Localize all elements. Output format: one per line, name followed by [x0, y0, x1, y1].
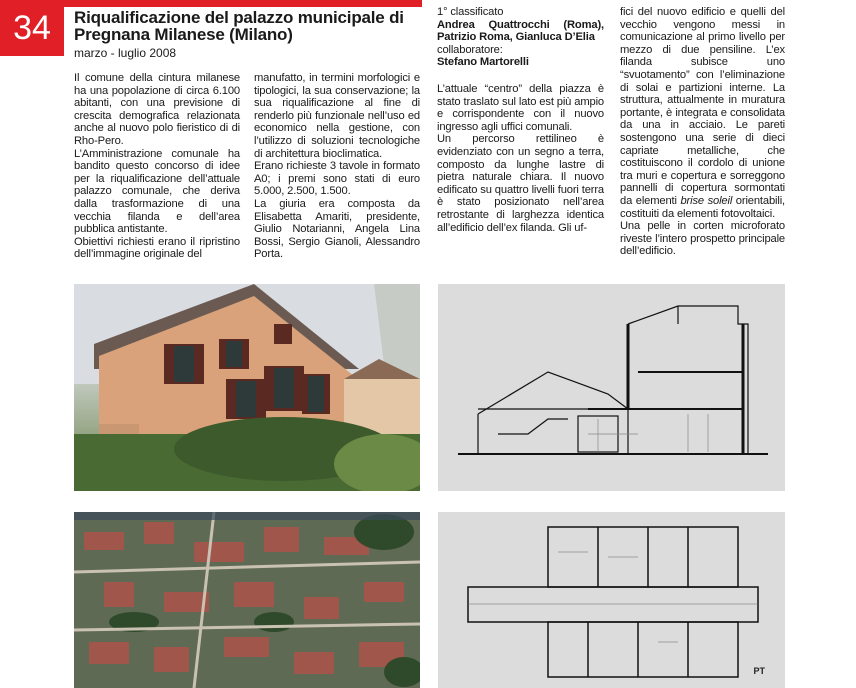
placement-label: 1° classificato: [437, 6, 504, 18]
plan-label: PT: [753, 666, 765, 676]
floor-plan: [438, 512, 785, 688]
text-column-2: [254, 72, 420, 261]
header-rule: [64, 0, 422, 7]
collaborator-name: Stefano Martorelli: [437, 56, 529, 69]
page-number: 34: [0, 0, 64, 56]
paragraph: L’attuale “centro” della piazza è stato traslato sul lato est più ampio e corrispondente con il nuovo ingresso agli uffici comunali.: [437, 82, 604, 133]
collaborator-label: collaboratore:: [437, 43, 503, 56]
paragraph: [620, 6, 785, 220]
paragraph: Un percorso rettilineo è evidenziato con un segno a terra, composto da lunghe lastre di pietra naturale chiara. Il nuovo edificato su quattro livelli fuori terra è stato posizionato nell’area retrostante di larghezza identica all’edificio dell’ex filanda. Gli uf-: [437, 133, 604, 234]
paragraph: Il comune della cintura milanese ha una popolazione di circa 6.100 abitanti, con una previsione di crescita demografica relazionata anche al nuovo polo fieristico di di Rho-Pero.: [74, 72, 240, 147]
text-run: fici del nuovo edificio e quelli del vecchio vengono messi in comunicazione al primo livello per mezzo di due pensiline. L’ex filanda subisce uno “svuotamento” con l’eliminazione di solai e partizioni interne. La struttura, attualmente in muratura portante, è integrata e consolidata da una in acciaio. Le pareti sostengono una serie di dieci capriate metalliche, che costituiscono il cordolo di unione tra muri e copertura e sorreggono pannelli di copertura sormontati da elementi: [620, 6, 785, 207]
paragraph: manufatto, in termini morfologici e tipologici, la sua conservazione; la sua riqualificazione al fine di renderlo più funzionale nell’uso ed economico nella gestione, con l’utilizzo di soluzioni tecnologiche di architettura bioclimatica.: [254, 72, 420, 160]
text-run: orientabili, costituiti da elementi fotovoltaici.: [620, 194, 785, 220]
article-date: marzo - luglio 2008: [74, 46, 177, 60]
paragraph: L’Amministrazione comunale ha bandito questo concorso di idee per la riqualificazione dell’attuale palazzo comunale, che deriva dalla trasformazione di una vecchia filanda e dell’area pubblica antistante.: [74, 147, 240, 236]
aerial-photo: [74, 512, 420, 688]
paragraph: Erano richieste 3 tavole in formato A0; i premi sono stati di euro 5.000, 2.500, 1.500.: [254, 160, 420, 198]
text-column-3: [437, 6, 604, 234]
paragraph: Una pelle in corten microforato riveste l’intero prospetto principale dell’edificio.: [620, 220, 785, 258]
italic-term: brise soleil: [680, 194, 733, 207]
text-column-4: [620, 6, 785, 258]
winners-names: Andrea Quattrocchi (Roma), Patrizio Roma, Gianluca D’Elia: [437, 18, 604, 44]
paragraph: La giuria era composta da Elisabetta Amariti, presidente, Giulio Notarianni, Angela Lina Bossi, Sergio Gianoli, Alessandro Porta.: [254, 197, 420, 261]
section-drawing: [438, 284, 785, 491]
building-photo: [74, 284, 420, 491]
article-title: Riqualificazione del palazzo municipale di Pregnana Milanese (Milano): [74, 8, 404, 44]
text-column-1: [74, 72, 240, 261]
paragraph: Obiettivi richiesti erano il ripristino dell’immagine originale del: [74, 235, 240, 261]
